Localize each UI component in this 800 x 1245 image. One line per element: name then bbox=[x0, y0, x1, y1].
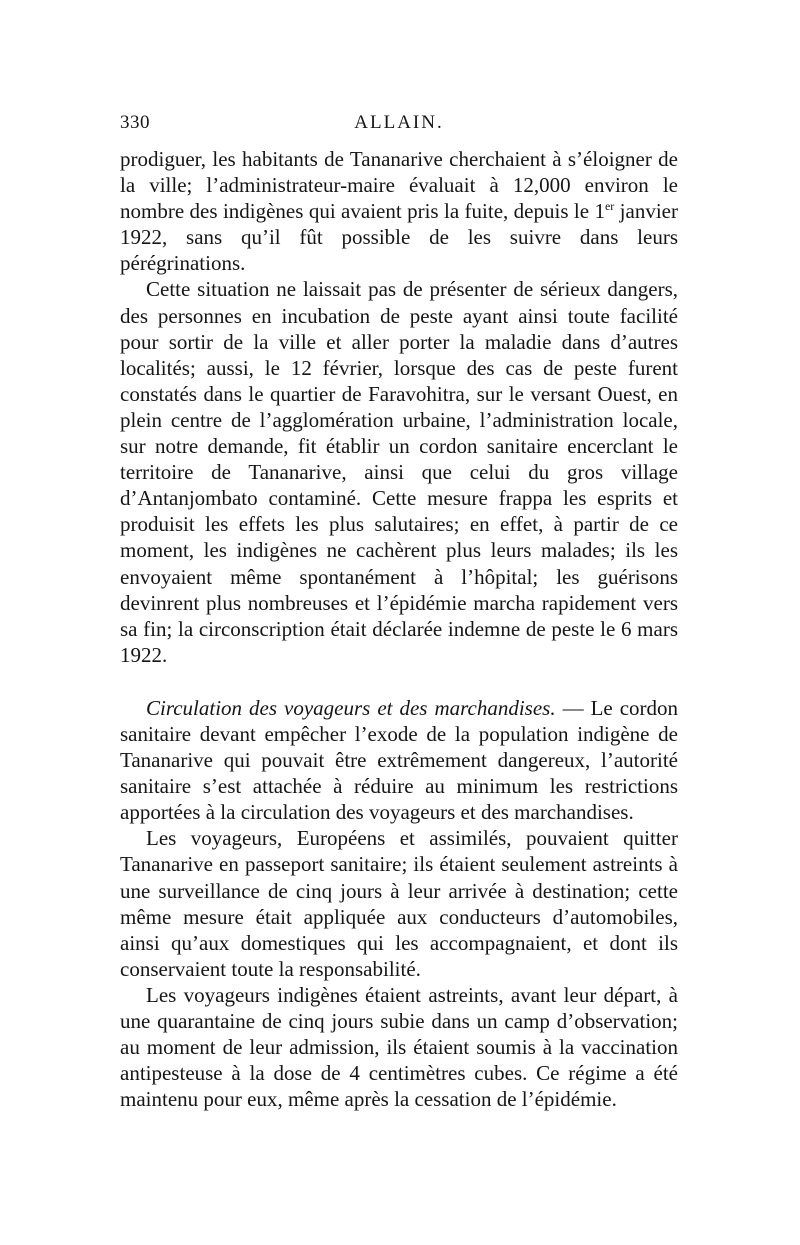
ordinal-number: 1 bbox=[594, 199, 605, 224]
paragraph-indigenous-travellers: Les voyageurs indigènes étaient astreints, avant leur départ, à une quarantaine de cinq jours subie dans un camp d’observation; au moment de leur admission, ils étaient soumis à la vaccination antipesteuse à la dose de 4 centimètres cubes. Ce régime a été maintenu pour eux, même après la cessation de l’épidémie. bbox=[120, 982, 678, 1112]
section-title: Circulation des voyageurs et des marchandises. bbox=[146, 695, 556, 720]
running-title: ALLAIN. bbox=[354, 112, 444, 133]
paragraph-continuation bbox=[120, 146, 678, 276]
page-header bbox=[120, 112, 678, 140]
ordinal-suffix: er bbox=[604, 199, 615, 214]
section-dash: — bbox=[555, 695, 591, 720]
paragraph-european-travellers: Les voyageurs, Européens et assimilés, pouvaient quitter Tananarive en passeport sanitaire; ils étaient seulement astreints à une surveillance de cinq jours à leur arrivée à destination; cette même mesure était appliquée aux conducteurs d’automobiles, ainsi qu’aux domestiques qui les accompagnaient, et dont ils conservaient toute la responsabilité. bbox=[120, 826, 678, 981]
paragraph-text-end: janvier 1922, sans qu’il fût possible de les suivre dans leurs pérégrinations. bbox=[120, 199, 678, 276]
paragraph-text: prodiguer, les habitants de Tananarive cherchaient à s’éloigner de la ville; l’administrateur-maire évaluait à 12,000 environ le nombre des indigènes qui avaient pris la fuite, depuis le bbox=[120, 147, 678, 224]
page-number: 330 bbox=[120, 112, 150, 133]
paragraph-circulation bbox=[120, 695, 678, 825]
page-body bbox=[120, 146, 678, 1112]
paragraph-text: Le cordon sanitaire devant empêcher l’exode de la population indigène de Tananarive qui pouvait être extrêmement dangereux, l’autorité sanitaire s’est attachée à réduire au minimum les restrictions apportées à la circulation des voyageurs et des marchandises. bbox=[120, 695, 679, 825]
paragraph-situation: Cette situation ne laissait pas de présenter de sérieux dangers, des personnes en incubation de peste ayant ainsi toute facilité pour sortir de la ville et aller porter la maladie dans d’autres localités; aussi, le 12 février, lorsque des cas de peste furent constatés dans le quartier de Faravohitra, sur le versant Ouest, en plein centre de l’agglomération urbaine, l’administration locale, sur notre demande, fit établir un cordon sanitaire encerclant le territoire de Tananarive, ainsi que celui du gros village d’Antanjombato contaminé. Cette mesure frappa les esprits et produisit les effets les plus salutaires; en effet, à partir de ce moment, les indigènes ne cachèrent plus leurs malades; ils les envoyaient même spontanément à l’hôpital; les guérisons devinrent plus nombreuses et l’épidémie marcha rapidement vers sa fin; la circonscription était déclarée indemne de peste le 6 mars 1922. bbox=[120, 277, 678, 667]
